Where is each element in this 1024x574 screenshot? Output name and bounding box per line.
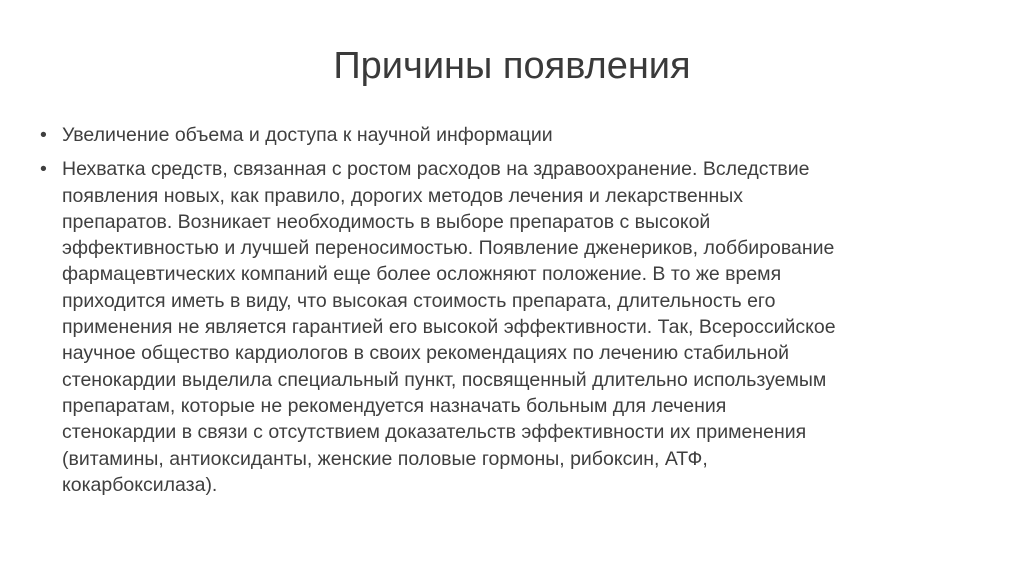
bullet-text-line: стенокардии выделила специальный пункт, посвященный длительно используемым [62, 368, 827, 391]
bullet-text-line: научное общество кардиологов в своих рекомендациях по лечению стабильной [62, 342, 789, 365]
bullet-text-line: Нехватка средств, связанная с ростом расходов на здравоохранение. Вследствие [62, 158, 810, 181]
bullet-text-line: приходится иметь в виду, что высокая стоимость препарата, длительность его [62, 289, 776, 312]
bullet-item-lack-of-funds [40, 156, 990, 498]
bullet-text-line: кокарбоксилаза). [62, 473, 218, 496]
bullet-text-line: применения не является гарантией его высокой эффективности. Так, Всероссийское [62, 316, 836, 339]
bullet-list [40, 122, 990, 498]
bullet-text-line: препаратам, которые не рекомендуется назначать больным для лечения [62, 394, 727, 417]
bullet-text-line: (витамины, антиоксиданты, женские половые гормоны, рибоксин, АТФ, [62, 447, 708, 470]
bullet-text-line: Увеличение объема и доступа к научной информации [62, 124, 553, 146]
bullet-dot-icon: • [40, 124, 47, 146]
bullet-item-access-to-information [40, 122, 990, 148]
bullet-text-line: появления новых, как правило, дорогих методов лечения и лекарственных [62, 184, 744, 207]
slide-title: Причины появления [333, 45, 691, 87]
bullet-dot-icon: • [40, 158, 47, 181]
bullet-text-line: препаратов. Возникает необходимость в выборе препаратов с высокой [62, 210, 711, 233]
bullet-text-line: фармацевтических компаний еще более осложняют положение. В то же время [62, 263, 782, 286]
bullet-text-line: эффективностью и лучшей переносимостью. Появление дженериков, лоббирование [62, 237, 835, 260]
bullet-text-line: стенокардии в связи с отсутствием доказательств эффективности их применения [62, 421, 807, 444]
